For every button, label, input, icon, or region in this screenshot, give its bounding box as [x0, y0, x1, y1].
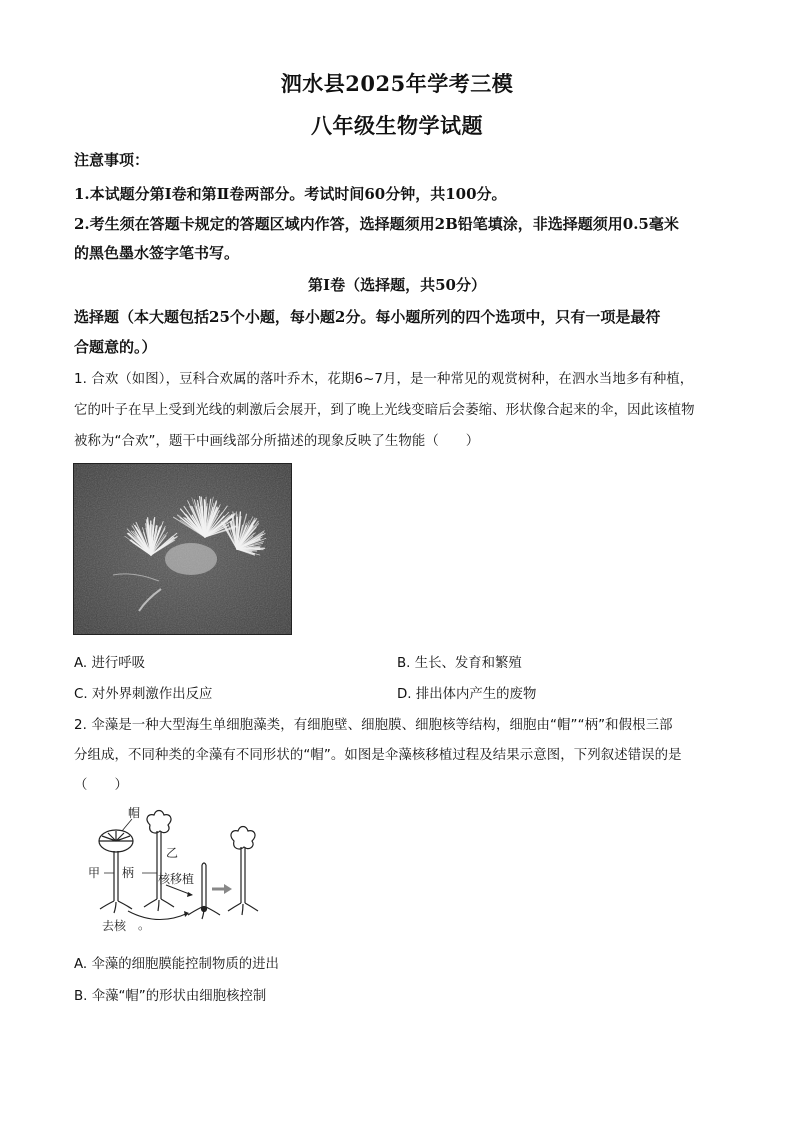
question-1-option-a[interactable]: A. 进行呼吸	[74, 656, 145, 671]
label-yi: 乙	[166, 846, 179, 860]
section-instruction-line-1: 选择题（本大题包括25个小题，每小题2分。每小题所列的四个选项中，只有一项是最符	[74, 308, 661, 326]
label-stalk: 柄	[122, 866, 135, 880]
question-2-line-1: 2. 伞藻是一种大型海生单细胞藻类，有细胞壁、细胞膜、细胞核等结构，细胞由“帽”“柄”和假根三部	[74, 718, 673, 733]
question-2-line-2: 分组成，不同种类的伞藻有不同形状的“帽”。如图是伞藻核移植过程及结果示意图，下列叙述错误的是	[74, 748, 682, 763]
notice-heading: 注意事项：	[74, 151, 150, 169]
albizia-flower-photo	[73, 463, 292, 635]
result-plant	[228, 827, 258, 916]
notice-item-1: 1.本试题分第Ⅰ卷和第Ⅱ卷两部分。考试时间60分钟，共100分。	[74, 185, 507, 203]
label-cap: 帽	[128, 806, 141, 820]
notice-item-2-line-2: 的黑色墨水签字笔书写。	[74, 244, 240, 262]
denucleate-arrow	[128, 911, 188, 920]
question-1-option-c[interactable]: C. 对外界刺激作出反应	[74, 687, 213, 702]
label-jia: 甲	[88, 866, 101, 880]
question-2-option-b[interactable]: B. 伞藻“帽”的形状由细胞核控制	[74, 989, 267, 1004]
label-transplant: 核移植	[158, 872, 195, 886]
question-1-line-1: 1. 合欢（如图），豆科合欢属的落叶乔木，花期6~7月，是一种常见的观赏树种，在泗水当地多有种植，	[74, 372, 694, 387]
acetabularia-nucleus-transplant-diagram	[88, 803, 288, 935]
question-1-option-b[interactable]: B. 生长、发育和繁殖	[397, 656, 522, 671]
question-2-option-a[interactable]: A. 伞藻的细胞膜能控制物质的进出	[74, 957, 279, 972]
section-instruction-line-2: 合题意的。）	[74, 338, 157, 356]
label-denucleate: 去核	[102, 919, 127, 933]
question-1-line-3: 被称为“合欢”，题干中画线部分所描述的现象反映了生物能（ ）	[74, 434, 480, 449]
question-1-line-2: 它的叶子在早上受到光线的刺激后会展开，到了晚上光线变暗后会萎缩、形状像合起来的伞，因此该植物	[74, 403, 695, 418]
exam-title: 泗水县2025年学考三模	[280, 71, 514, 96]
label-dot: 。	[138, 918, 151, 932]
notice-item-2-line-1: 2.考生须在答题卡规定的答题区域内作答，选择题须用2B铅笔填涂，非选择题须用0.5毫米	[74, 215, 679, 233]
section-title: 第Ⅰ卷（选择题，共50分）	[308, 276, 486, 294]
question-2-line-3: （ ）	[74, 778, 128, 793]
question-1-option-d[interactable]: D. 排出体内产生的废物	[397, 687, 537, 702]
plant-yi	[144, 811, 174, 912]
exam-subtitle: 八年级生物学试题	[311, 113, 483, 138]
